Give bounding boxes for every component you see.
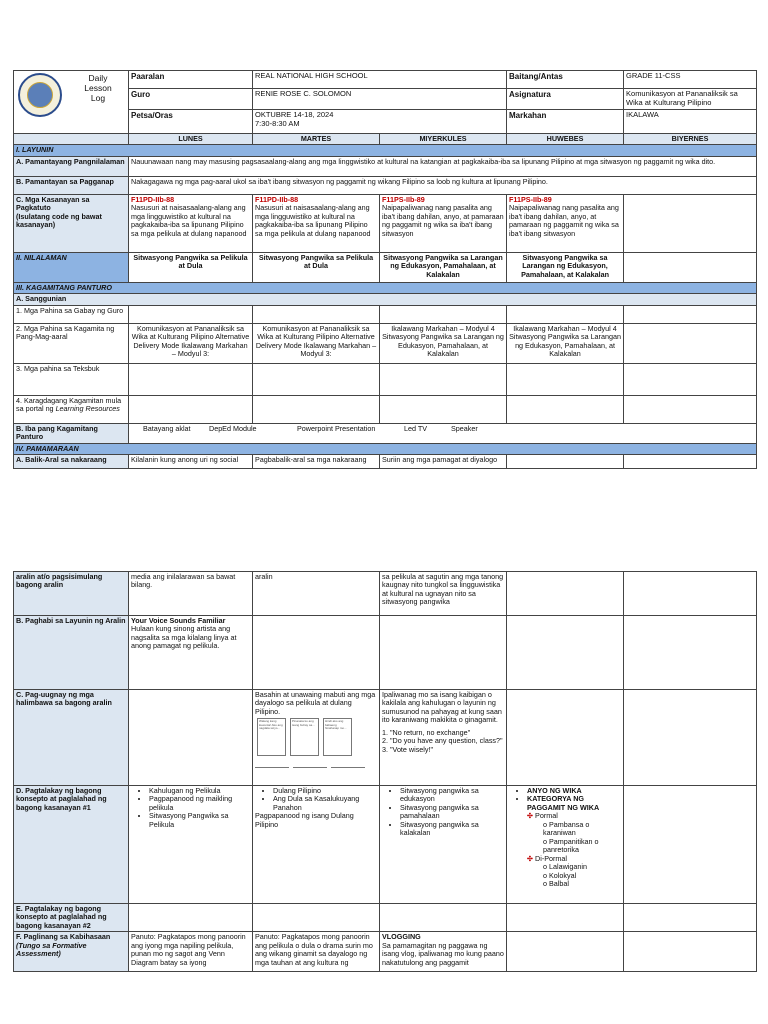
day-header-mon: LUNES [129, 133, 253, 144]
pagtalakay1-tue [253, 786, 380, 904]
arrow-flag-icon: ✣ [527, 811, 534, 821]
gabay-label: 1. Mga Pahina sa Gabay ng Guro [14, 305, 129, 323]
dipormal-label: Di-Pormal [535, 853, 567, 863]
pagtalakay2-tue [253, 904, 380, 932]
text-mon: Nasusuri at naisasaalang-alang ang mga lingguwistiko at kultural na pagkakaiba-iba sa lipunang Pilipino sa mga pelikula at dulang napanood [131, 203, 247, 238]
pagganap-text: Nakagagawa ng mga pag-aaral ukol sa iba't ibang sitwasyon ng paggamit ng wikang Filipino sa loob ng kultura at lipunang Pilipino. [129, 176, 757, 194]
iba-item-batayang: Batayang aklat [143, 423, 191, 433]
balik-thu [507, 455, 624, 469]
date-text: OKTUBRE 14-18, 2024 [255, 109, 334, 119]
vlogging-title: VLOGGING [382, 932, 421, 942]
teksbuk-label: 3. Mga pahina sa Teksbuk [14, 363, 129, 395]
pagtalakay2-label: E. Pagtalakay ng bagong konsepto at paglalahad ng bagong kasanayan #2 [14, 904, 129, 932]
karagdagang-text: 4. Karagdagang Kagamitan mula sa portal ng [16, 395, 122, 414]
pagtalakay1-tue-list [255, 787, 377, 812]
subject-label: Asignatura [507, 89, 624, 110]
kagamitan-wed: Ikalawang Markahan – Modyul 4 Sitwasyong Pangwika sa Larangan ng Edukasyon, Pamahalaan, at Kalakalan [380, 323, 507, 363]
gabay-tue [253, 305, 380, 323]
karagdagang-label [14, 395, 129, 423]
list-item: • Sitwasyong Pangwika sa Pelikula [149, 812, 250, 829]
gabay-fri [624, 305, 757, 323]
paglinang-tue: Panuto: Pagkatapos mong panoorin ang pelikula o dula o drama surin mo ang wikang ginamit sa dayalogo ng mga tauhan at ang kultura ng [253, 932, 380, 972]
karagdagang-wed [380, 395, 507, 423]
kagamitan-tue: Komunikasyon at Pananaliksik sa Wika at Kulturang Pilipino Alternative Delivery Mode Ikalawang Markahan – Modyul 3: [253, 323, 380, 363]
karagdagang-tue [253, 395, 380, 423]
dialogue-card: Walang kang kuwenta! Ako ang nagdala sa'yo... [257, 718, 286, 756]
iba-item-ppt: Powerpoint Presentation [297, 423, 376, 433]
balik-fri-cont [624, 572, 757, 616]
code-tue: F11PD-IIb-88 [255, 194, 299, 204]
day-header-blank [14, 133, 129, 144]
kasanayan-wed [380, 194, 507, 252]
paglinang-wed [380, 932, 507, 972]
pormal-group [509, 812, 621, 888]
paghabi-fri [624, 616, 757, 690]
kasanayan-tue [253, 194, 380, 252]
list-item: • Pagpapanood ng maikling pelikula [149, 795, 250, 812]
nilalaman-tue: Sitwasyong Pangwika sa Pelikula at Dula [253, 252, 380, 282]
iba-item-speaker: Speaker [451, 423, 478, 433]
teksbuk-fri [624, 363, 757, 395]
pagtalakay1-label: D. Pagtalakay ng bagong konsepto at paglalahad ng bagong kasanayan #1 [14, 786, 129, 904]
day-header-thu: HUWEBES [507, 133, 624, 144]
paguugnay-label: C. Pag-uugnay ng mga halimbawa sa bagong aralin [14, 690, 129, 786]
paglinang-label [14, 932, 129, 972]
paglinang-fri [624, 932, 757, 972]
pagtalakay1-thu [507, 786, 624, 904]
gabay-mon [129, 305, 253, 323]
section-pamamaraan: IV. PAMAMARAAN [14, 443, 757, 454]
pagtalakay1-wed [380, 786, 507, 904]
quarter-value: IKALAWA [624, 109, 757, 133]
sanggunian-label: A. Sanggunian [14, 294, 757, 305]
iba-label: B. Iba pang Kagamitang Panturo [14, 423, 129, 443]
answer-lines [255, 762, 377, 770]
section-kagamitan: III. KAGAMITANG PANTURO [14, 282, 757, 293]
paglinang-title: F. Paglinang sa Kabihasaan [16, 932, 111, 942]
kagamitan-label: 2. Mga Pahina sa Kagamita ng Pang-Mag-aaral [14, 323, 129, 363]
list-item: o Balbal [543, 879, 569, 889]
pagtalakay1-mon [129, 786, 253, 904]
paguugnay-tue [253, 690, 380, 786]
teacher-label: Guro [129, 89, 253, 110]
balik-label: A. Balik-Aral sa nakaraang [14, 455, 129, 469]
kagamitan-fri [624, 323, 757, 363]
list-item: • Sitwasyong pangwika sa kalakalan [400, 821, 504, 838]
pagtalakay2-mon [129, 904, 253, 932]
doc-title: Daily Lesson Log [84, 73, 112, 104]
date-label: Petsa/Oras [129, 109, 253, 133]
time-text: 7:30-8:30 AM [255, 118, 300, 128]
paghabi-tue [253, 616, 380, 690]
school-label: Paaralan [129, 71, 253, 89]
gabay-thu [507, 305, 624, 323]
iba-items [129, 423, 757, 443]
paguugnay-wed [380, 690, 507, 786]
list-item: • KATEGORYA NG PAGGAMIT NG WIKA [527, 795, 621, 812]
iba-item-module: DepEd Module [209, 423, 257, 433]
karagdagang-fri [624, 395, 757, 423]
paguugnay-wed-item: 3. "Vote wisely!" [382, 744, 434, 754]
dialogue-card: Pinanata ko ang isang buhay sa... [290, 718, 319, 756]
code-mon: F11PD-IIb-88 [131, 194, 175, 204]
pagtalakay2-thu [507, 904, 624, 932]
list-item: o Lalawiganin [543, 862, 587, 872]
paghabi-text: Hulaan kung sinong artista ang nagsalita sa mga kilalang linya at anong pamagat ng pelikula. [131, 624, 237, 651]
nilalaman-mon: Sitwasyong Pangwika sa Pelikula at Dula [129, 252, 253, 282]
teksbuk-tue [253, 363, 380, 395]
kagamitan-mon: Komunikasyon at Pananaliksik sa Wika at Kulturang Pilipino Alternative Delivery Mode Ikalawang Markahan – Modyul 3: [129, 323, 253, 363]
balik-wed: Suriin ang mga pamagat at diyalogo [380, 455, 507, 469]
balik-mon: Kilalanin kung anong uri ng social [129, 455, 253, 469]
paghabi-label: B. Paghabi sa Layunin ng Aralin [14, 616, 129, 690]
pagtalakay1-tue-after: Pagpapanood ng isang Dulang Pilipino [255, 811, 354, 829]
balik-tue-cont: aralin [253, 572, 380, 616]
karagdagang-thu [507, 395, 624, 423]
balik-wed-cont: sa pelikula at sagutin ang mga tanong kaugnay nito tungkol sa lingguwistika at kultural na ugnayan nito sa sitwasyong pangwika [380, 572, 507, 616]
balik-label-cont: aralin at/o pagsisimulang bagong aralin [14, 572, 129, 616]
deped-seal-icon [18, 73, 62, 117]
paguugnay-fri [624, 690, 757, 786]
paglinang-thu [507, 932, 624, 972]
list-item: • Ang Dula sa Kasalukuyang Panahon [273, 795, 377, 812]
arrow-flag-icon: ✣ [527, 853, 534, 863]
paguugnay-wed-item: 1. "No return, no exchange" [382, 727, 471, 737]
pagtalakay1-wed-list [382, 787, 504, 838]
kasanayan-label: C. Mga Kasanayan sa Pagkatuto (Isulatang code ng bawat kasanayan) [14, 194, 129, 252]
day-header-wed: MIYERKULES [380, 133, 507, 144]
karagdagang-italic: Learning Resources [55, 404, 120, 414]
paguugnay-wed-text: Ipaliwanag mo sa isang kaibigan o kakilala ang kahulugan o layunin ng sumusunod na pahayag at kung saan ito karaniwang makikita o ginagamit. [382, 690, 502, 725]
pagganap-label: B. Pamantayan sa Pagganap [14, 176, 129, 194]
date-value [253, 109, 507, 133]
gabay-wed [380, 305, 507, 323]
text-wed: Naipapaliwanag nang pasalita ang iba't ibang dahilan, anyo, at pamaraan ng paggamit ng wika sa iba't ibang sitwasyon [382, 203, 504, 238]
nilalaman-fri [624, 252, 757, 282]
teksbuk-thu [507, 363, 624, 395]
pagtalakay1-fri [624, 786, 757, 904]
subject-value: Komunikasyon at Pananaliksik sa Wika at Kulturang Pilipino [624, 89, 757, 110]
paghabi-mon [129, 616, 253, 690]
paghabi-wed [380, 616, 507, 690]
pagtalakay1-mon-list [131, 787, 250, 829]
kasanayan-thu [507, 194, 624, 252]
paguugnay-thu [507, 690, 624, 786]
dll-page-1 [13, 70, 757, 469]
nilalaman-wed: Sitwasyong Pangwika sa Larangan ng Edukasyon, Pamahalaan, at Kalakalan [380, 252, 507, 282]
vlogging-text: Sa pamamagitan ng paggawa ng isang vlog, ipaliwanag mo kung paano nakatutulong ang paggamit [382, 940, 504, 967]
list-item: • Sitwasyong pangwika sa edukasyon [400, 787, 504, 804]
day-header-tue: MARTES [253, 133, 380, 144]
code-wed: F11PS-IIb-89 [382, 194, 425, 204]
pamantayang-text: Nauunawaan nang may masusing pagsasaalang-alang ang mga linggwistiko at kultural na katangian at pagkakaiba-iba sa lipunang Pilipino at mga sitwasyon ng paggamit ng wika dito. [129, 156, 757, 176]
balik-tue: Pagbabalik-aral sa mga nakaraang [253, 455, 380, 469]
teksbuk-wed [380, 363, 507, 395]
list-item: • ANYO NG WIKA [527, 787, 621, 795]
nilalaman-thu: Sitwasyong Pangwika sa Larangan ng Edukasyon, Pamahalaan, at Kalakalan [507, 252, 624, 282]
list-item: • Sitwasyong pangwika sa pamahalaan [400, 804, 504, 821]
balik-thu-cont [507, 572, 624, 616]
header-logo-cell [14, 71, 129, 134]
pormal-label: Pormal [535, 811, 558, 821]
paglinang-italic: (Tungo sa Formative Assessment) [16, 940, 87, 959]
pagtalakay2-wed [380, 904, 507, 932]
text-tue: Nasusuri at naisasaalang-alang ang mga lingguwistiko at kultural na pagkakaiba-iba sa lipunang Pilipino sa mga pelikula at dulang napanood [255, 203, 371, 238]
section-layunin: I. LAYUNIN [14, 145, 757, 156]
pamantayang-label: A. Pamantayang Pangnilalaman [14, 156, 129, 176]
balik-mon-cont: media ang inilalarawan sa bawat bilang. [129, 572, 253, 616]
paghabi-title: Your Voice Sounds Familiar [131, 616, 226, 625]
section-nilalaman: II. NILALAMAN [14, 252, 129, 282]
karagdagang-mon [129, 395, 253, 423]
list-item: • Dulang Pilipino [273, 787, 377, 795]
paguugnay-mon [129, 690, 253, 786]
teacher-value: RENIE ROSE C. SOLOMON [253, 89, 507, 110]
pagtalakay2-fri [624, 904, 757, 932]
pagtalakay1-thu-list [509, 787, 621, 812]
grade-label: Baitang/Antas [507, 71, 624, 89]
paghabi-thu [507, 616, 624, 690]
teksbuk-mon [129, 363, 253, 395]
paguugnay-tue-text: Basahin at unawaing mabuti ang mga dayalogo sa pelikula at dulang Pilipino. [255, 690, 376, 716]
dialogue-card: Hindi ako ang babaeng hinahanap mo... [323, 718, 352, 756]
day-header-fri: BIYERNES [624, 133, 757, 144]
list-item: o Pampanitikan o panretorika [543, 836, 599, 855]
kasanayan-fri [624, 194, 757, 252]
dll-page-2 [13, 571, 757, 972]
dialogue-thumbnails [257, 718, 377, 756]
iba-item-tv: Led TV [404, 423, 428, 433]
grade-value: GRADE 11-CSS [624, 71, 757, 89]
paglinang-mon: Panuto: Pagkatapos mong panoorin ang iyong mga napiling pelikula, punan mo ng sagot ang Venn Diagram batay sa iyong [129, 932, 253, 972]
balik-fri [624, 455, 757, 469]
school-value: REAL NATIONAL HIGH SCHOOL [253, 71, 507, 89]
list-item: • Kahulugan ng Pelikula [149, 787, 250, 795]
kagamitan-thu: Ikalawang Markahan – Modyul 4 Sitwasyong Pangwika sa Larangan ng Edukasyon, Pamahalaan, at Kalakalan [507, 323, 624, 363]
text-thu: Naipapaliwanag nang pasalita ang iba't ibang dahilan, anyo, at pamaraan ng paggamit ng wika sa iba't ibang sitwasyon [509, 203, 619, 238]
quarter-label: Markahan [507, 109, 624, 133]
list-item: o Pambansa o karaniwan [543, 819, 590, 838]
paguugnay-wed-item: 2. "Do you have any question, class?" [382, 736, 503, 746]
kasanayan-mon [129, 194, 253, 252]
code-thu: F11PS-IIb-89 [509, 194, 552, 204]
list-item: o Kolokyal [543, 870, 577, 880]
